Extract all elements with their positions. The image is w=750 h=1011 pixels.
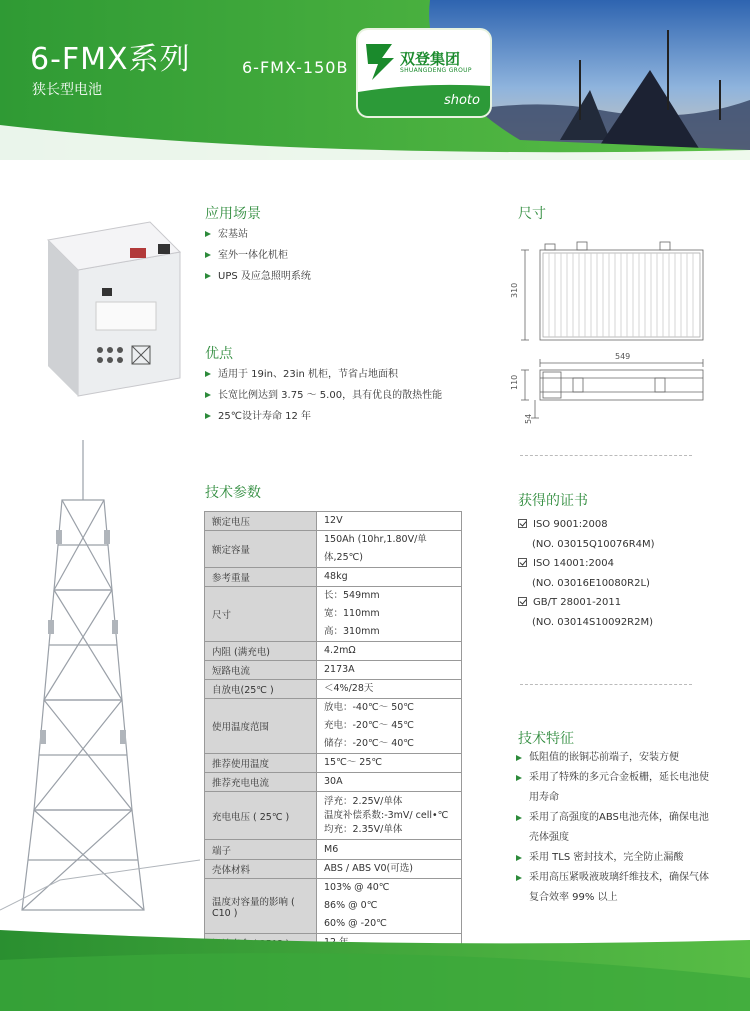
table-row: 壳体材料 ABS / ABS V0(可选) <box>205 860 462 879</box>
list-item: ISO 9001:2008 <box>518 515 655 535</box>
list-item: (NO. 03016E10080R2L) <box>532 577 650 589</box>
list-item: 采用了高强度的ABS电池壳体，确保电池壳体强度 <box>516 808 716 848</box>
features-list <box>516 748 716 908</box>
list-item: 长宽比例达到 3.75 ～ 5.00，具有优良的散热性能 <box>205 385 495 406</box>
spec-table <box>204 511 462 953</box>
list-item: 采用了特殊的多元合金板栅，延长电池使用寿命 <box>516 768 716 808</box>
list-item: 25℃设计寿命 12 年 <box>205 406 495 427</box>
dim-terminal-label: 54 <box>524 413 533 424</box>
table-row: 自放电(25℃ ) ＜4%/28天 <box>205 680 462 699</box>
table-row: 充电电压 ( 25℃ ) 浮充：2.25V/单体 温度补偿系数:-3mV/ cell•℃ 均充：2.35V/单体 <box>205 792 462 840</box>
checkbox-icon <box>518 558 527 567</box>
table-row: 短路电流 2173A <box>205 661 462 680</box>
list-item: GB/T 28001-2011 <box>518 593 655 613</box>
dim-width-label: 110 <box>510 374 519 390</box>
logo-english: SHUANGDENG GROUP <box>400 67 472 74</box>
table-row: 内阻 (满充电) 4.2mΩ <box>205 642 462 661</box>
list-item: 适用于 19in、23in 机柜，节省占地面积 <box>205 364 495 385</box>
shuangdeng-logo <box>358 30 490 116</box>
battery-product-image <box>40 218 190 398</box>
model-number: 6-FMX-150B <box>242 58 349 77</box>
list-item: 采用 TLS 密封技术，完全防止漏酸 <box>516 848 716 868</box>
list-item: ISO 14001:2004 <box>518 554 655 574</box>
table-row: 推荐使用温度 15℃～ 25℃ <box>205 754 462 773</box>
dimensions-title: 尺寸 <box>518 206 546 222</box>
list-item: (NO. 03015Q10076R4M) <box>532 538 655 550</box>
table-row: 温度对容量的影响 ( C10 ) 103% @ 40℃ 86% @ 0℃ 60% @ -20℃ <box>205 879 462 934</box>
list-item: 采用高压紧吸液玻璃纤维技术，确保气体复合效率 99% 以上 <box>516 868 716 908</box>
list-item: (NO. 03014S10092R2M) <box>532 616 654 628</box>
checkbox-icon <box>518 597 527 606</box>
footer-wave <box>0 900 750 1011</box>
telecom-tower-image <box>0 440 200 920</box>
checkbox-icon <box>518 519 527 528</box>
table-row: 尺寸 长：549mm 宽：110mm 高：310mm <box>205 587 462 642</box>
divider <box>520 455 692 456</box>
list-item: 宏基站 <box>205 224 495 245</box>
advantages-title: 优点 <box>205 346 233 362</box>
certificates-title: 获得的证书 <box>518 493 588 509</box>
advantages-list <box>205 364 495 427</box>
list-item: 室外一体化机柜 <box>205 245 495 266</box>
table-row: 参考重量 48kg <box>205 568 462 587</box>
list-item: 低阻值的嵌铜芯前端子，安装方便 <box>516 748 716 768</box>
features-title: 技术特征 <box>518 731 574 747</box>
series-title: 6-FMX系列 <box>30 42 191 77</box>
divider <box>520 684 692 685</box>
list-item: UPS 及应急照明系统 <box>205 266 495 287</box>
dim-length-label: 549 <box>615 352 631 361</box>
dimension-drawing <box>505 228 705 428</box>
application-list <box>205 224 495 287</box>
certificates-list <box>518 515 655 632</box>
series-subtitle: 狭长型电池 <box>32 82 102 98</box>
header-banner <box>0 0 750 160</box>
table-row: 端子 M6 <box>205 840 462 860</box>
table-row: 推荐充电电流 30A <box>205 773 462 792</box>
application-title: 应用场景 <box>205 206 261 222</box>
table-row: 额定容量 150Ah (10hr,1.80V/单体,25℃) <box>205 531 462 568</box>
logo-brand: shoto <box>443 93 480 108</box>
table-row: 额定电压 12V <box>205 512 462 531</box>
dim-height-label: 310 <box>510 282 519 298</box>
table-row: 使用温度范围 放电：-40℃～ 50℃ 充电：-20℃～ 45℃ 储存：-20℃～ 40℃ <box>205 699 462 754</box>
specs-title: 技术参数 <box>205 485 261 501</box>
logo-chinese: 双登集团 <box>400 50 461 68</box>
